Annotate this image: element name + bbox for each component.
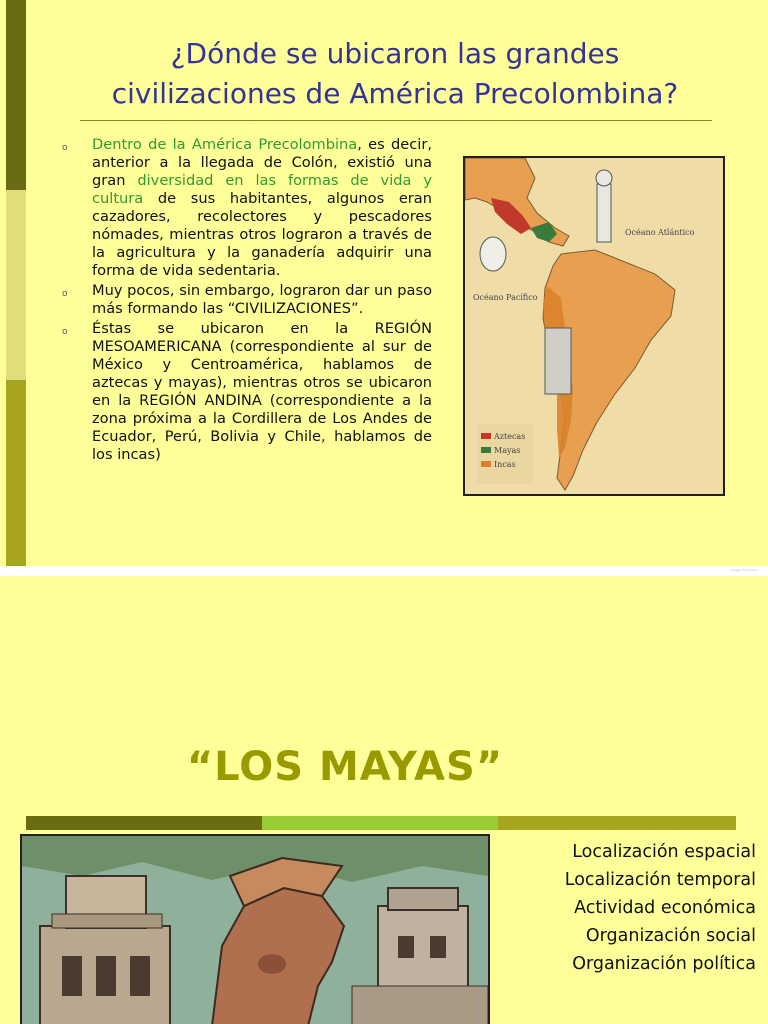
legend-label: Aztecas: [494, 432, 526, 441]
slide-2-title: “LOS MAYAS”: [186, 744, 504, 790]
bullet-text: , es decir, anterior a la llegada de Colón, existió una gran: [92, 136, 432, 189]
title-divider: [80, 120, 712, 121]
topic-item: Localización temporal: [564, 870, 756, 890]
accent-bar-top: [6, 0, 26, 190]
highlight-text: Dentro de la América Precolombina: [92, 136, 358, 153]
highlight-text: diversidad en las formas de vida y cultura: [92, 172, 432, 207]
bullet-marker-icon: o: [62, 289, 68, 299]
accent-bar-bottom: [6, 380, 26, 566]
bullet-text: de sus habitantes, algunos eran cazadores, recolectores y pescadores nómades, mientras otros lograron a través de la agricultura y la ganadería adquirir una forma de vida sedentaria.: [92, 190, 432, 279]
accent-bar-middle: [6, 190, 26, 380]
image-credit: Imagen de archivo: [730, 568, 758, 572]
slide-1-title: [40, 34, 750, 114]
legend-swatch: [481, 433, 491, 439]
bullet-item: [62, 282, 432, 318]
bullet-item: [62, 136, 432, 280]
legend-item: [481, 446, 525, 455]
atlantic-label: Océano Atlántico: [625, 228, 695, 237]
divider-band-left: [26, 816, 262, 830]
map-legend: [481, 432, 525, 469]
title-line-1: ¿Dónde se ubicaron las grandes: [170, 37, 620, 70]
bullet-marker-icon: o: [62, 143, 68, 153]
bullet-item: [62, 320, 432, 464]
pacific-label: Océano Pacífico: [473, 293, 538, 302]
legend-item: [481, 460, 525, 469]
topic-item: Organización social: [585, 926, 756, 946]
topic-item: Organización política: [572, 954, 756, 974]
bullet-text: Éstas se ubicaron en la REGIÓN MESOAMERICANA (correspondiente al sur de México y Centroamérica, hablamos de aztecas y mayas), mientras otros se ubicaron en la REGIÓN ANDINA (correspondiente a la zona próxima a la Cordillera de Los Andes de Ecuador, Perú, Bolivia y Chile, hablamos de los incas): [92, 320, 432, 463]
title-line-2: civilizaciones de América Precolombina?: [111, 77, 679, 110]
bullet-list: [62, 136, 432, 466]
divider-band-middle: [262, 816, 498, 830]
bullet-marker-icon: o: [62, 327, 68, 337]
slide-2: [0, 576, 768, 1024]
topic-list: [520, 838, 756, 978]
legend-swatch: [481, 447, 491, 453]
legend-item: [481, 432, 525, 441]
legend-label: Mayas: [494, 446, 521, 455]
topic-item: Actividad económica: [574, 898, 756, 918]
legend-swatch: [481, 461, 491, 467]
divider-band-right: [498, 816, 736, 830]
topic-item: Localización espacial: [572, 842, 756, 862]
americas-map: [463, 156, 725, 496]
bullet-text: Muy pocos, sin embargo, lograron dar un paso más formando las “CIVILIZACIONES”.: [92, 282, 432, 317]
slide-gap: [0, 566, 768, 576]
maya-ruins-image: [20, 834, 490, 1024]
legend-label: Incas: [494, 460, 516, 469]
